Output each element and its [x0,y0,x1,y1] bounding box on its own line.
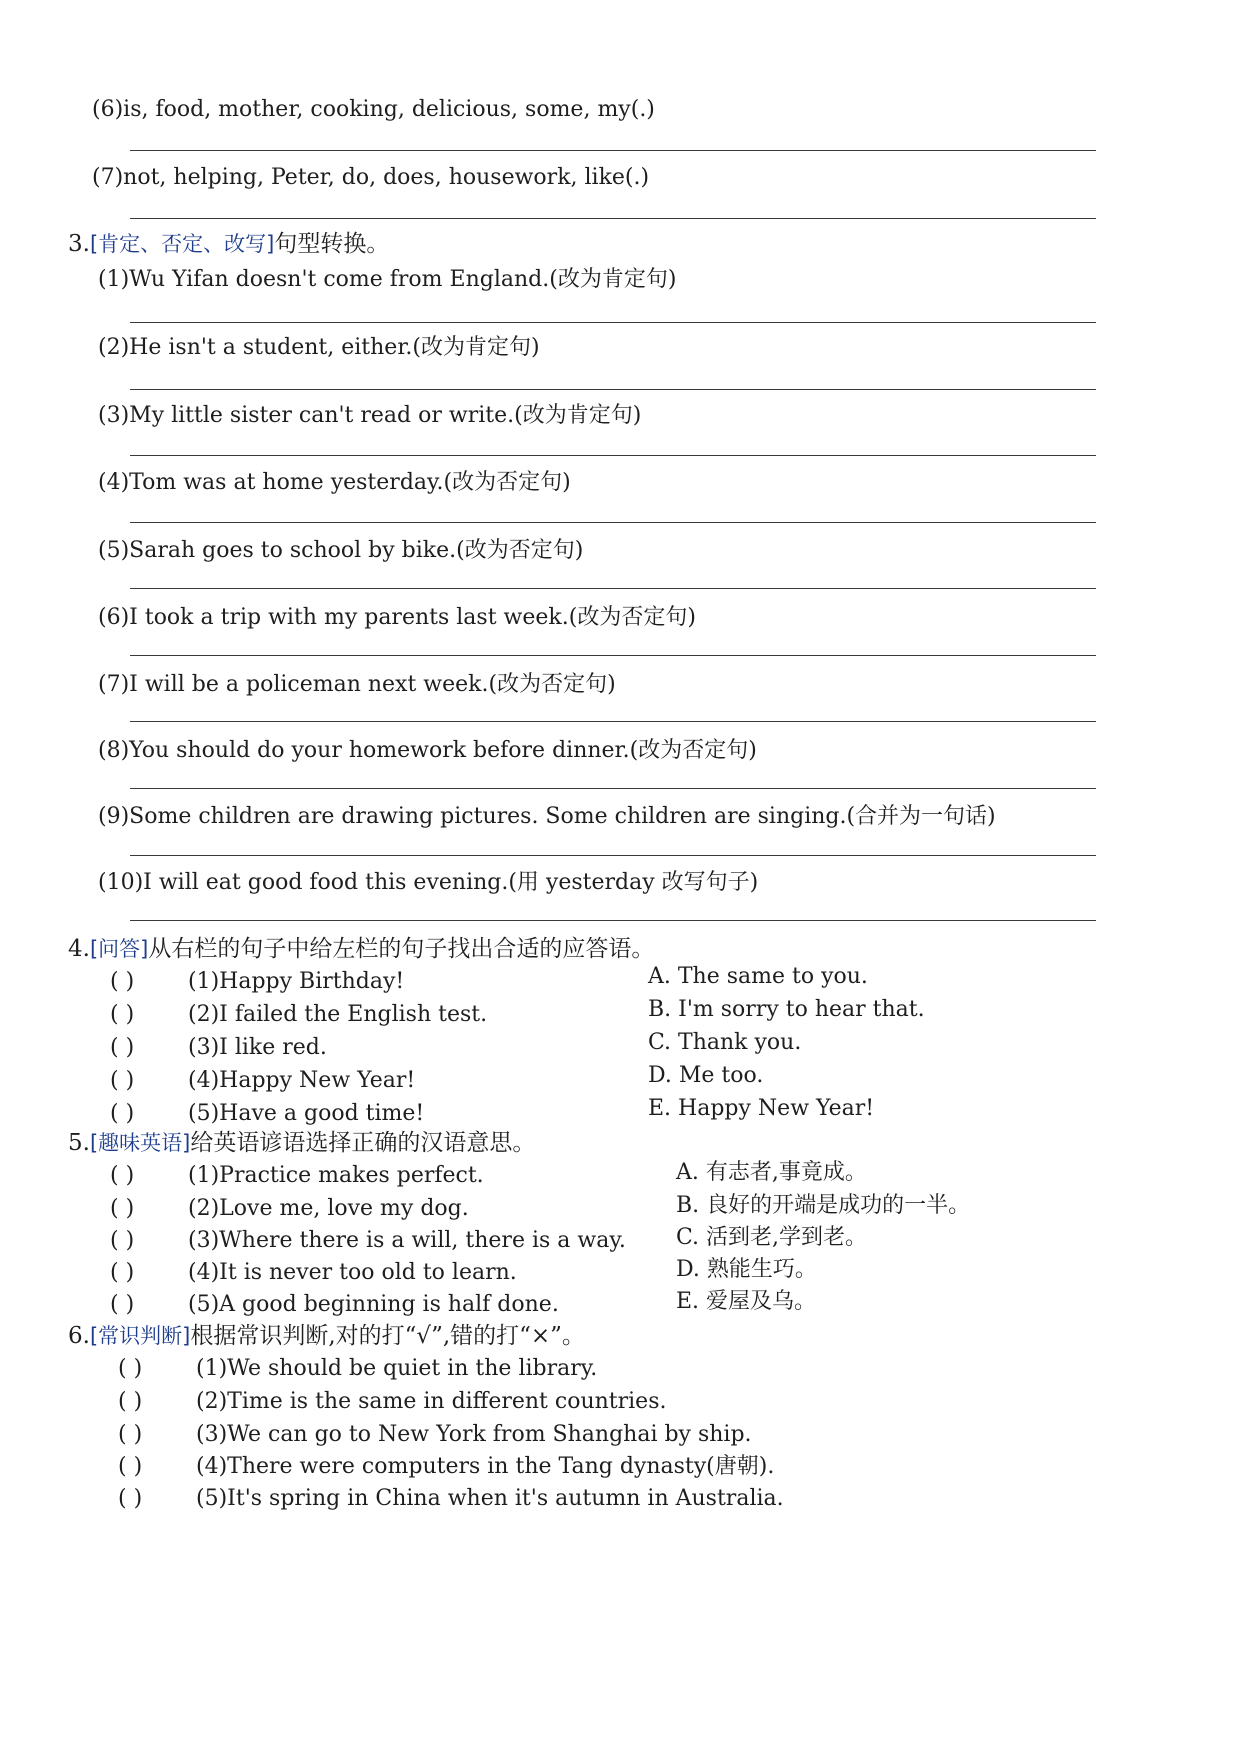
statement: (5)It's spring in China when it's autumn in Australia. [196,1486,784,1511]
answer-paren[interactable]: ( ) [110,1163,135,1188]
meaning-option: B. 良好的开端是成功的一半。 [676,1193,971,1218]
proverb: (1)Practice makes perfect. [188,1163,484,1188]
match-prompt: (4)Happy New Year! [188,1068,416,1093]
section-tag: [肯定、否定、改写] [89,232,275,256]
answer-paren[interactable]: ( ) [110,1292,135,1317]
statement: (3)We can go to New York from Shanghai by ship. [196,1422,752,1447]
section-6-heading [68,1320,585,1352]
question-3-6: (6)I took a trip with my parents last week.(改为否定句) [98,605,696,630]
match-item [110,967,404,997]
match-item [110,1099,424,1129]
meaning-option: C. 活到老,学到老。 [676,1225,868,1250]
section-3-heading [68,228,389,260]
response-option: C. Thank you. [648,1030,802,1055]
answer-paren[interactable]: ( ) [118,1389,143,1414]
question-3-10: (10)I will eat good food this evening.(用 yesterday 改写句子) [98,870,759,895]
section-title: 从右栏的句子中给左栏的句子找出合适的应答语。 [148,936,655,962]
judgement-item [118,1354,597,1384]
proverb: (5)A good beginning is half done. [188,1292,559,1317]
section-tag: [常识判断] [89,1324,191,1348]
judgement-item [118,1420,752,1450]
answer-paren[interactable]: ( ) [110,1035,135,1060]
section-title: 句型转换。 [274,231,390,257]
response-option: B. I'm sorry to hear that. [648,997,925,1022]
question-3-2: (2)He isn't a student, either.(改为肯定句) [98,335,540,360]
statement: (2)Time is the same in different countries. [196,1389,667,1414]
match-item [110,1290,559,1320]
statement: (4)There were computers in the Tang dynasty(唐朝). [196,1454,775,1479]
section-title: 根据常识判断,对的打“√”,错的打“×”。 [190,1323,585,1349]
judgement-item [118,1452,774,1482]
answer-paren[interactable]: ( ) [110,969,135,994]
answer-paren[interactable]: ( ) [118,1356,143,1381]
answer-paren[interactable]: ( ) [110,1228,135,1253]
match-item [110,1066,415,1096]
section-4-heading [68,933,654,965]
question-2-6: (6)is, food, mother, cooking, delicious, some, my(.) [92,97,655,122]
answer-line[interactable] [130,588,1096,589]
answer-paren[interactable]: ( ) [110,1002,135,1027]
match-prompt: (3)I like red. [188,1035,327,1060]
question-3-9: (9)Some children are drawing pictures. Some children are singing.(合并为一句话) [98,804,996,829]
answer-paren[interactable]: ( ) [118,1422,143,1447]
match-prompt: (5)Have a good time! [188,1101,425,1126]
match-prompt: (1)Happy Birthday! [188,969,405,994]
answer-paren[interactable]: ( ) [118,1486,143,1511]
meaning-option: A. 有志者,事竟成。 [676,1160,867,1185]
meaning-option: E. 爱屋及乌。 [676,1289,817,1314]
proverb: (2)Love me, love my dog. [188,1196,469,1221]
section-number: 5. [68,1130,90,1156]
match-prompt: (2)I failed the English test. [188,1002,488,1027]
answer-line[interactable] [130,855,1096,856]
question-3-8: (8)You should do your homework before dinner.(改为否定句) [98,738,757,763]
match-item [110,1258,517,1288]
answer-line[interactable] [130,389,1096,390]
answer-line[interactable] [130,218,1096,219]
judgement-item [118,1387,666,1417]
answer-line[interactable] [130,655,1096,656]
judgement-item [118,1484,784,1514]
answer-line[interactable] [130,150,1096,151]
section-tag: [趣味英语] [89,1131,191,1155]
match-item [110,1000,487,1030]
answer-paren[interactable]: ( ) [110,1196,135,1221]
question-2-7: (7)not, helping, Peter, do, does, housework, like(.) [92,165,650,190]
section-number: 3. [68,231,90,257]
answer-line[interactable] [130,322,1096,323]
answer-line[interactable] [130,788,1096,789]
answer-paren[interactable]: ( ) [110,1068,135,1093]
section-title: 给英语谚语选择正确的汉语意思。 [190,1130,536,1156]
match-item [110,1226,626,1256]
answer-paren[interactable]: ( ) [118,1454,143,1479]
response-option: E. Happy New Year! [648,1096,875,1121]
meaning-option: D. 熟能生巧。 [676,1257,817,1282]
question-3-1: (1)Wu Yifan doesn't come from England.(改为肯定句) [98,267,677,292]
section-number: 4. [68,936,90,962]
question-3-7: (7)I will be a policeman next week.(改为否定句) [98,672,616,697]
response-option: A. The same to you. [648,964,868,989]
section-5-heading [68,1127,535,1159]
question-3-3: (3)My little sister can't read or write.(改为肯定句) [98,403,642,428]
match-item [110,1161,484,1191]
section-number: 6. [68,1323,90,1349]
match-item [110,1033,327,1063]
statement: (1)We should be quiet in the library. [196,1356,598,1381]
response-option: D. Me too. [648,1063,764,1088]
answer-paren[interactable]: ( ) [110,1101,135,1126]
answer-line[interactable] [130,721,1096,722]
proverb: (4)It is never too old to learn. [188,1260,517,1285]
answer-paren[interactable]: ( ) [110,1260,135,1285]
proverb: (3)Where there is a will, there is a way. [188,1228,626,1253]
match-item [110,1194,469,1224]
question-3-4: (4)Tom was at home yesterday.(改为否定句) [98,470,571,495]
answer-line[interactable] [130,455,1096,456]
answer-line[interactable] [130,522,1096,523]
answer-line[interactable] [130,920,1096,921]
question-3-5: (5)Sarah goes to school by bike.(改为否定句) [98,538,584,563]
section-tag: [问答] [89,937,149,961]
